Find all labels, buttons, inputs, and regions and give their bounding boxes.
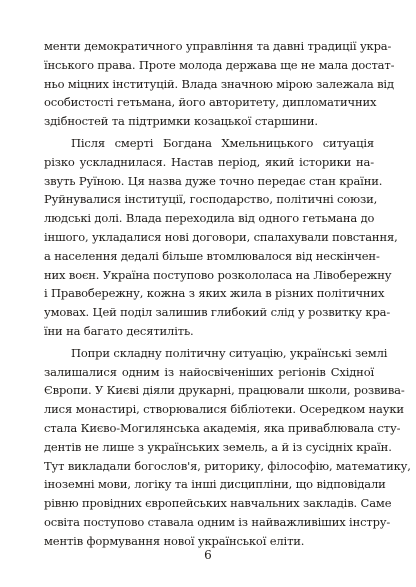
text-line: різко ускладнилася. Настав період, який історики на- [44, 155, 374, 169]
text-line: них воєн. Україна поступово розкололаса на Лівобережну [44, 268, 392, 282]
text-line: Попри складну політичну ситуацію, українські землі [71, 346, 388, 360]
text-line: ментів формування нової української еліти. [44, 534, 305, 548]
text-line: Після смерті Богдана Хмельницького ситуація [71, 136, 374, 150]
text-line: їнського права. Проте молода держава ще не мала достат- [44, 58, 395, 72]
text-line: освіта поступово ставала одним із найважливіших інстру- [44, 515, 391, 529]
text-line: особистості гетьмана, його авторитету, дипломатичних [44, 95, 377, 109]
text-line: іншого, укладалися нові договори, спалахували повстання, [44, 230, 398, 244]
text-line: ньо міцних інституцій. Влада значною мірою залежала від [44, 77, 394, 91]
text-line: стала Києво-Могилянська академія, яка приваблювала сту- [44, 421, 401, 435]
text-line: рівню провідних європейських навчальних закладів. Саме [44, 496, 392, 510]
text-line: і Правобережну, кожна з яких жила в різних політичних [44, 286, 385, 300]
text-line: здібностей та підтримки козацької старшини. [44, 114, 318, 128]
text-line: іноземні мови, логіку та інші дисципліни, що відповідали [44, 477, 386, 491]
text-line: їни на багато десятиліть. [44, 324, 194, 338]
text-line: лися монастирі, створювалися бібліотеки. Осередком науки [44, 402, 404, 416]
text-line: Тут викладали богослов'я, риторику, філософію, математику, [44, 459, 411, 473]
text-line: дентів не лише з українських земель, а й із сусідніх країн. [44, 440, 392, 454]
text-line: а населення дедалі більше втомлювалося від нескінчен- [44, 249, 380, 263]
text-line: людські долі. Влада переходила від одного гетьмана до [44, 211, 375, 225]
text-line: умовах. Цей поділ залишив глибокий слід у розвитку кра- [44, 305, 391, 319]
page-number: 6 [204, 548, 212, 562]
text-line: Європи. У Києві діяли друкарні, працювали школи, розвива- [44, 383, 405, 397]
text-line: звуть Руїною. Ця назва дуже точно передає стан країни. [44, 174, 383, 188]
text-line: Руйнувалися інституції, господарство, політичні союзи, [44, 192, 378, 206]
text-line: менти демократичного управління та давні традиції укра- [44, 39, 392, 53]
text-line: залишалися одним із найосвіченіших регіонів Східної [44, 365, 374, 379]
